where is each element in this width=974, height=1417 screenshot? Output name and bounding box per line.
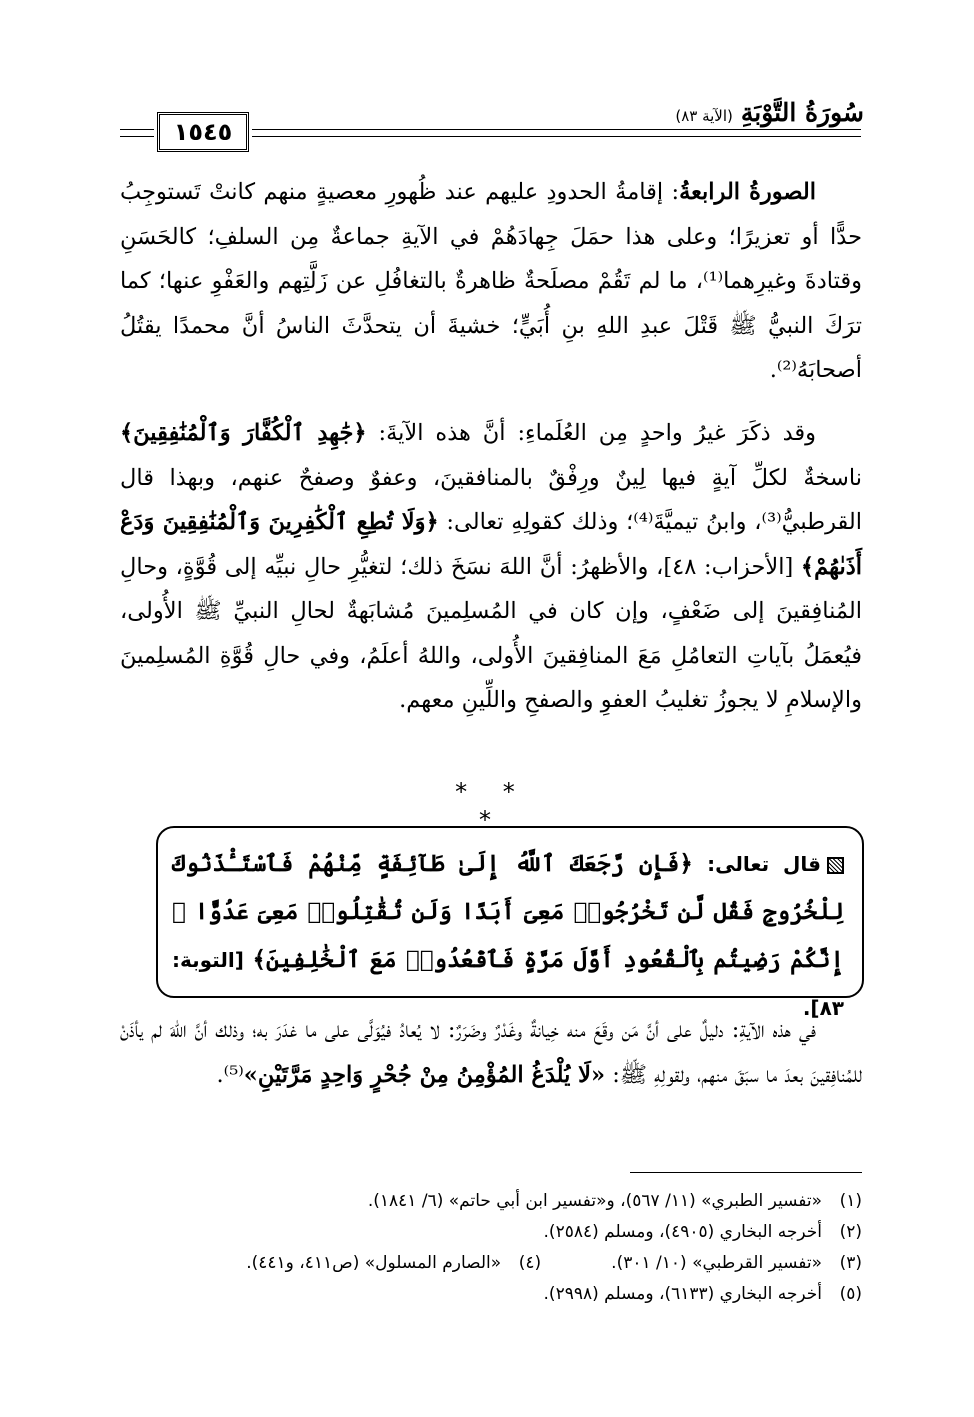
- surah-title: سُورَةُ التَّوْبَةِ: [740, 98, 864, 127]
- ayah-reference: (الآية ٨٣): [675, 107, 733, 125]
- footnote: (١)«تفسير الطبري» (١١/ ٥٦٧)، و«تفسير ابن أبي حاتم» (٦/ ١٨٤١).: [367, 1191, 862, 1211]
- footnotes: [120, 1186, 862, 1310]
- page-number: ١٥٤٥: [157, 112, 249, 152]
- paragraph-abrogation: [120, 411, 862, 723]
- paragraph-lesson: [120, 1008, 862, 1097]
- paragraph-text: : إقامةُ الحدودِ عليهم عند ظُهورِ معصيةٍ منهم كانتْ تَستوجِبُ حدًّا أو تعزيرًا؛ وعلى هذا حمَلَ جِهادَهُمْ في الآيةِ جماعةٌ مِن السلفِ؛ كالحَسَنِ وقتادةَ وغيرِهما⁽¹⁾، ما لم تَقُمْ مصلَحةٌ ظاهرةٌ بالتغافُلِ عن زَلَّتِهم والعَفْوِ عنها؛ كما ترَكَ النبيُّ ﷺ قَتْلَ عبدِ اللهِ بنِ أُبَيٍّ؛ خشيةَ أن يتحدَّثَ الناسُ أنَّ محمدًا يقتُلُ أصحابَهُ⁽²⁾.: [120, 179, 862, 383]
- quran-verse-box: [156, 826, 864, 1020]
- paragraph-fourth-form: [120, 170, 862, 393]
- paragraph-text: ⁽⁵⁾.: [216, 1061, 244, 1088]
- paragraph-text: [الأحزاب: ٤٨]، والأظهرُ: أنَّ اللهَ نسَخَ ذلك؛ لتغيُّرِ حالِ نبيِّه إلى قُوَّةٍ، وحالِ المُنافِقينَ إلى ضَعْفٍ، وإن كان في المُسلِمينَ مُشابَهةٌ لحالِ النبيِّ ﷺ الأُولى، فيُعمَلُ بآياتِ التعامُلِ مَعَ المنافِقينَ الأُولى، واللهُ أعلَمُ، وفي حالِ قُوَّةِ المُسلِمينَ والإسلامِ لا يجوزُ تغليبُ العفوِ والصفحِ واللِّينِ معهم.: [120, 553, 862, 713]
- paragraph-text: ناسخةٌ لكلِّ آيةٍ فيها لِينٌ ورِفْقٌ بالمنافقينَ، وعفوٌ وصفحٌ عنهم، وبهذا قال القرطبيُّ⁽³⁾، وابنُ تيميَّةَ⁽⁴⁾؛ وذلك كقولِهِ تعالى:: [120, 464, 862, 535]
- footnote: (٥)أخرجه البخاري (٦١٣٣)، ومسلم (٢٩٩٨).: [543, 1284, 862, 1304]
- quran-quote: ﴿وَلَا تُطِعِ ٱلْكَٰفِرِينَ وَٱلْمُنَٰفِقِينَ وَدَعْ أَذَىٰهُمْ﴾: [120, 509, 862, 580]
- footnote: (٢)أخرجه البخاري (٤٩٠٥)، ومسلم (٢٥٨٤).: [543, 1222, 862, 1242]
- paragraph-text: في هذه الآيةِ: دليلٌ على أنَّ مَن وقَعَ منه خِيانةٌ وغَدْرٌ وضَرَرٌ: لا يُعادُ فيُوَلَّى على ما غدَرَ به؛ وذلك أنَّ اللهَ لم يأذَنْ للمُنافِقينَ بعدَ ما سبَقَ منهم، ولقولِهِ ﷺ:: [120, 1017, 862, 1088]
- hadith-quote: «لَا يُلْدَغُ المُؤْمِنُ مِنْ جُحْرٍ وَاحِدٍ مَرَّتَيْنِ»: [243, 1061, 606, 1088]
- verse-intro: قال تعالى:: [707, 852, 822, 876]
- section-lead: الصورةُ الرابعةُ: [679, 179, 817, 205]
- verse-reference: [التوبة: ٨٣].: [172, 948, 844, 1020]
- quran-verse: ﴿فَإِن رَّجَعَكَ ٱللَّهُ إِلَىٰ طَآئِفَةٍ مِّنْهُمْ فَٱسْتَـْٔذَنُوكَ لِلْخُرُوجِ فَقُل لَّن تَخْرُجُوا۟ مَعِىَ أَبَدًا وَلَن تُقَٰتِلُوا۟ مَعِىَ عَدُوًّا ۖ إِنَّكُمْ رَضِيتُم بِٱلْقُعُودِ أَوَّلَ مَرَّةٍ فَٱقْعُدُوا۟ مَعَ ٱلْخَٰلِفِينَ﴾: [172, 850, 845, 973]
- header-rule-left: [120, 129, 154, 137]
- quran-quote: ﴿جَٰهِدِ ٱلْكُفَّارَ وَٱلْمُنَٰفِقِينَ﴾: [120, 420, 367, 446]
- footnote: (٣)«تفسير القرطبي» (١٠/ ٣٠١).(٤)«الصارم المسلول» (ص٤١١، و٤٤١).: [246, 1253, 862, 1273]
- header-rule: [252, 129, 861, 137]
- running-head: [675, 98, 864, 127]
- section-divider-stars: * * *: [455, 778, 529, 834]
- footnote-separator: [630, 1172, 862, 1173]
- paragraph-text: وقد ذكَرَ غيرُ واحدٍ مِن العُلَماءِ: أنَّ هذه الآيةَ:: [366, 420, 817, 446]
- ornament-icon: [827, 857, 844, 874]
